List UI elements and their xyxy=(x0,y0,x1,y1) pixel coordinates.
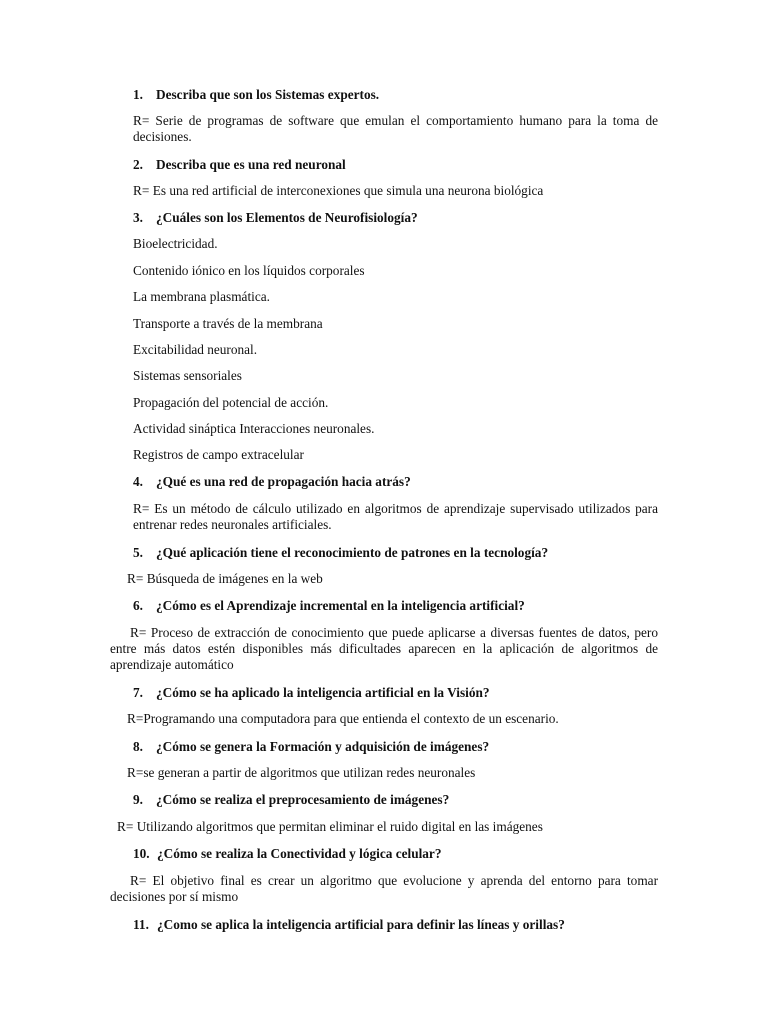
list-item: Bioelectricidad. xyxy=(133,236,218,251)
question-text: ¿Cómo se realiza la Conectividad y lógica celular? xyxy=(157,846,442,861)
question-text: ¿Qué es una red de propagación hacia atrás? xyxy=(156,474,411,489)
list-item: Sistemas sensoriales xyxy=(133,368,242,383)
answer-7: R=Programando una computadora para que entienda el contexto de un escenario. xyxy=(127,711,559,726)
answer-6: R= Proceso de extracción de conocimiento que puede aplicarse a diversas fuentes de datos, pero entre más datos estén disponibles más dificultades aparecen en la aplicación de algoritmos de aprendizaje automático xyxy=(110,625,658,672)
question-number: 6. xyxy=(133,598,143,613)
answer-8: R=se generan a partir de algoritmos que utilizan redes neuronales xyxy=(127,765,476,780)
answer-4: R= Es un método de cálculo utilizado en algoritmos de aprendizaje supervisado utilizados para entrenar redes neuronales artificiales. xyxy=(133,501,658,532)
question-4 xyxy=(133,474,411,490)
question-8 xyxy=(133,739,489,755)
answer-9: R= Utilizando algoritmos que permitan eliminar el ruido digital en las imágenes xyxy=(117,819,543,834)
question-number: 5. xyxy=(133,545,143,560)
question-text: Describa que son los Sistemas expertos. xyxy=(156,87,380,102)
list-item: Transporte a través de la membrana xyxy=(133,316,323,331)
question-number: 9. xyxy=(133,792,143,807)
question-3 xyxy=(133,210,418,226)
question-7 xyxy=(133,685,490,701)
list-item: La membrana plasmática. xyxy=(133,289,270,304)
answer-1: R= Serie de programas de software que emulan el comportamiento humano para la toma de decisiones. xyxy=(133,113,658,144)
list-item: Contenido iónico en los líquidos corporales xyxy=(133,263,365,278)
question-2 xyxy=(133,157,346,173)
question-number: 4. xyxy=(133,474,143,489)
list-item: Registros de campo extracelular xyxy=(133,447,304,462)
question-number: 8. xyxy=(133,739,143,754)
question-number: 1. xyxy=(133,87,143,102)
answer-2: R= Es una red artificial de interconexiones que simula una neurona biológica xyxy=(133,183,544,198)
list-item: Propagación del potencial de acción. xyxy=(133,395,329,410)
question-5 xyxy=(133,545,548,561)
question-text: ¿Como se aplica la inteligencia artificial para definir las líneas y orillas? xyxy=(157,917,565,932)
question-9 xyxy=(133,792,449,808)
list-item: Excitabilidad neuronal. xyxy=(133,342,258,357)
question-number: 2. xyxy=(133,157,143,172)
question-number: 10. xyxy=(133,846,150,861)
answer-10: R= El objetivo final es crear un algoritmo que evolucione y aprenda del entorno para tomar decisiones por sí mismo xyxy=(110,873,658,904)
list-item: Actividad sináptica Interacciones neuronales. xyxy=(133,421,375,436)
question-text: ¿Cómo se genera la Formación y adquisición de imágenes? xyxy=(156,739,490,754)
question-number: 11. xyxy=(133,917,149,932)
question-text: ¿Cómo es el Aprendizaje incremental en la inteligencia artificial? xyxy=(156,598,525,613)
answer-5: R= Búsqueda de imágenes en la web xyxy=(127,571,323,586)
question-11 xyxy=(133,917,565,933)
question-10 xyxy=(133,846,442,862)
question-text: Describa que es una red neuronal xyxy=(156,157,346,172)
question-text: ¿Qué aplicación tiene el reconocimiento de patrones en la tecnología? xyxy=(156,545,549,560)
question-number: 3. xyxy=(133,210,143,225)
question-number: 7. xyxy=(133,685,143,700)
question-1 xyxy=(133,87,379,103)
question-text: ¿Cómo se realiza el preprocesamiento de imágenes? xyxy=(156,792,450,807)
question-text: ¿Cuáles son los Elementos de Neurofisiología? xyxy=(156,210,418,225)
question-6 xyxy=(133,598,525,614)
question-text: ¿Cómo se ha aplicado la inteligencia artificial en la Visión? xyxy=(156,685,490,700)
